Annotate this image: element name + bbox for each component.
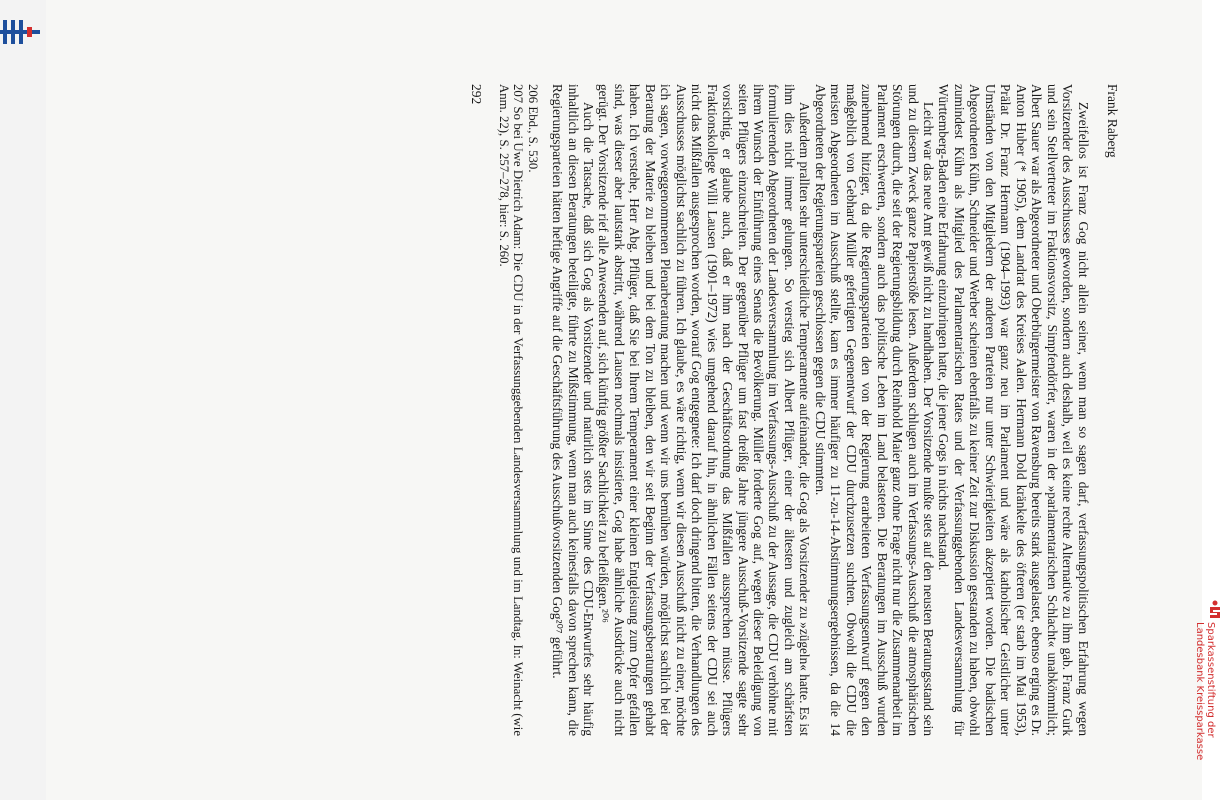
viewer-left-strip: [0, 0, 46, 800]
footnotes: [496, 84, 540, 736]
paragraph: Auch die Tatsache, daß sich Gog als Vorsitzender und natürlich stets im Sinne des CDU-Entwurfes sehr häufig inhaltlich an diesen Beratungen beteiligte, führte zu Mißstimmung, wenn man auch keinesfalls davon sprechen kann, die Regierungsparteien hätten heftige Angriffe auf die Geschäftsführung des Ausschußvorsitzenden Gog²⁰⁷ geführt.: [550, 84, 597, 736]
running-header: Frank Raberg: [1105, 84, 1120, 158]
scanned-page: [46, 0, 1202, 800]
footnote: 207 So bei Uwe Dietrich Adam: Die CDU in der Verfassunggebenden Landesversammlung und im Landtag. In: Weinacht (wie Anm. 22), S. 257–278, hier: S. 260.: [496, 84, 526, 736]
paragraph: Zweifellos ist Franz Gog nicht allein seiner, wenn man so sagen darf, verfassungspolitischen Erfahrung wegen Vorsitzender des Ausschusses geworden, sondern auch deshalb, weil es keine rechte Alternative zu ihm gab. Franz Gurk und sein Stellvertreter im Fraktionsvorsitz, Simpfendörfer, waren in der »parlamentarischen Schlacht« unabkömmlich; Albert Sauer war als Abgeordneter und Oberbürgermeister von Ravensburg bereits stark ausgelastet, ebenso erging es Dr. Anton Huber (* 1905), dem Landrat des Kreises Aalen. Hermann Dold kränkelte des öfteren (er starb im Mai 1953), Prälat Dr. Franz Hermann (1904–1993) war ganz neu im Parlament und wäre als katholischer Geistlicher unter Umständen von den Mitgliedern der anderen Parteien nur unter Schwierigkeiten akzeptiert worden. Die badischen Abgeordneten Kühn, Schneider und Werber scheinen ebenfalls zu keiner Zeit zur Diskussion gestanden zu haben, obwohl zumindest Kühn als Mitglied des Parlamentarischen Rates und der Verfassunggebenden Landesversammlung für Württemberg-Baden eine Erfahrung einzubringen hatte, die jener Gogs in nichts nachstand.: [936, 84, 1091, 736]
page-text-block: [469, 84, 1120, 736]
footnote: 206 Ebd., S. 530.: [525, 84, 540, 173]
paragraph: Leicht war das neue Amt gewiß nicht zu handhaben. Der Vorsitzende mußte stets auf den neusten Beratungsstand sein und zu diesem Zweck ganze Papierstöße lesen. Außerdem schlugen auch im Verfassungs-Ausschuß die atmosphärischen Störungen durch, die seit der Regierungsbildung durch Reinhold Maier ganz ohne Frage nicht nur die Zusammenarbeit im Parlament erschwerten, sondern auch das politische Leben im Land belasteten. Die Beratungen im Ausschuß wurden zunehmend hitziger, da die Regierungsparteien den von der Regierung erarbeiteten Verfassungsentwurf gegen den maßgeblich von Gebhard Müller gefertigten Gegenentwurf der CDU durchzusetzen suchten. Obwohl die CDU die meisten Abgeordneten im Ausschuß stellte, kam es immer häufiger zu 11-zu-14-Abstimmungsergebnissen, da die 14 Abgeordneten der Regierungsparteien geschlossen gegen die CDU stimmten.: [812, 84, 937, 736]
page-rotated-view: [46, 0, 1202, 800]
sponsor-line: Sparkassenstiftung der: [1205, 622, 1216, 738]
sponsor-line: Landesbank Kreissparkasse: [1194, 622, 1205, 761]
sparkasse-logo-icon: [1208, 600, 1222, 618]
paragraph: Außerdem prallten sehr unterschiedliche Temperamente aufeinander, die Gog als Vorsitzender zu »zügeln« hatte. Es ist ihm dies nicht immer gelungen. So verstieg sich Albert Pflüger, einer der ältesten und zugleich am schärfsten formulierenden Abgeordneten der Landesversammlung im Verfassungs-Ausschuß zu der Aussage, die CDU verhöhne mit ihrem Wunsch der Einführung eines Senats die Bevölkerung. Müller forderte Gog auf, wegen dieser Beleidigung von seiten Pflügers einzuschreiten. Der gegenüber Pflüger um fast dreißig Jahre jüngere Ausschuß-Vorsitzende sagte sehr vorsichtig, er glaube auch, daß er ihm nach der Geschäftsordnung das Mißfallen aussprechen müsse. Pflügers Fraktionskollege Willi Lausen (1901–1972) wies umgehend darauf hin, in ähnlichen Fällen seitens der CDU sei auch nicht das Mißfallen ausgesprochen worden, worauf Gog entgegnete: Ich darf doch dringend bitten, die Verhandlungen des Ausschusses möglichst sachlich zu führen. Ich glaube, es wäre richtig, wenn wir diesen Ausschuß nicht zu einer, möchte ich sagen, vorweggenommenen Plenarberatung machen und wenn wir uns bemühen würden, möglichst sachlich bei der Beratung der Materie zu bleiben und bei dem Ton zu bleiben, den wir seit Beginn der Verfassungsberatungen gehabt haben. Ich verstehe, Herr Abg. Pflüger, daß Sie bei Ihrem Temperament einer kleinen Entgleisung zum Opfer gefallen sind, was dieser aber lautstark abstritt, während Lausen nochmals insistierte, Gog habe ähnliche Ausdrücke auch nicht gerügt. Der Vorsitzende rief alle Anwesenden auf, sich künftig größter Sachlichkeit zu befleißigen.²⁰⁶: [596, 84, 813, 736]
sponsor-label: [1194, 622, 1216, 760]
library-logo-icon: [0, 18, 40, 46]
page-number: 292: [469, 84, 485, 105]
